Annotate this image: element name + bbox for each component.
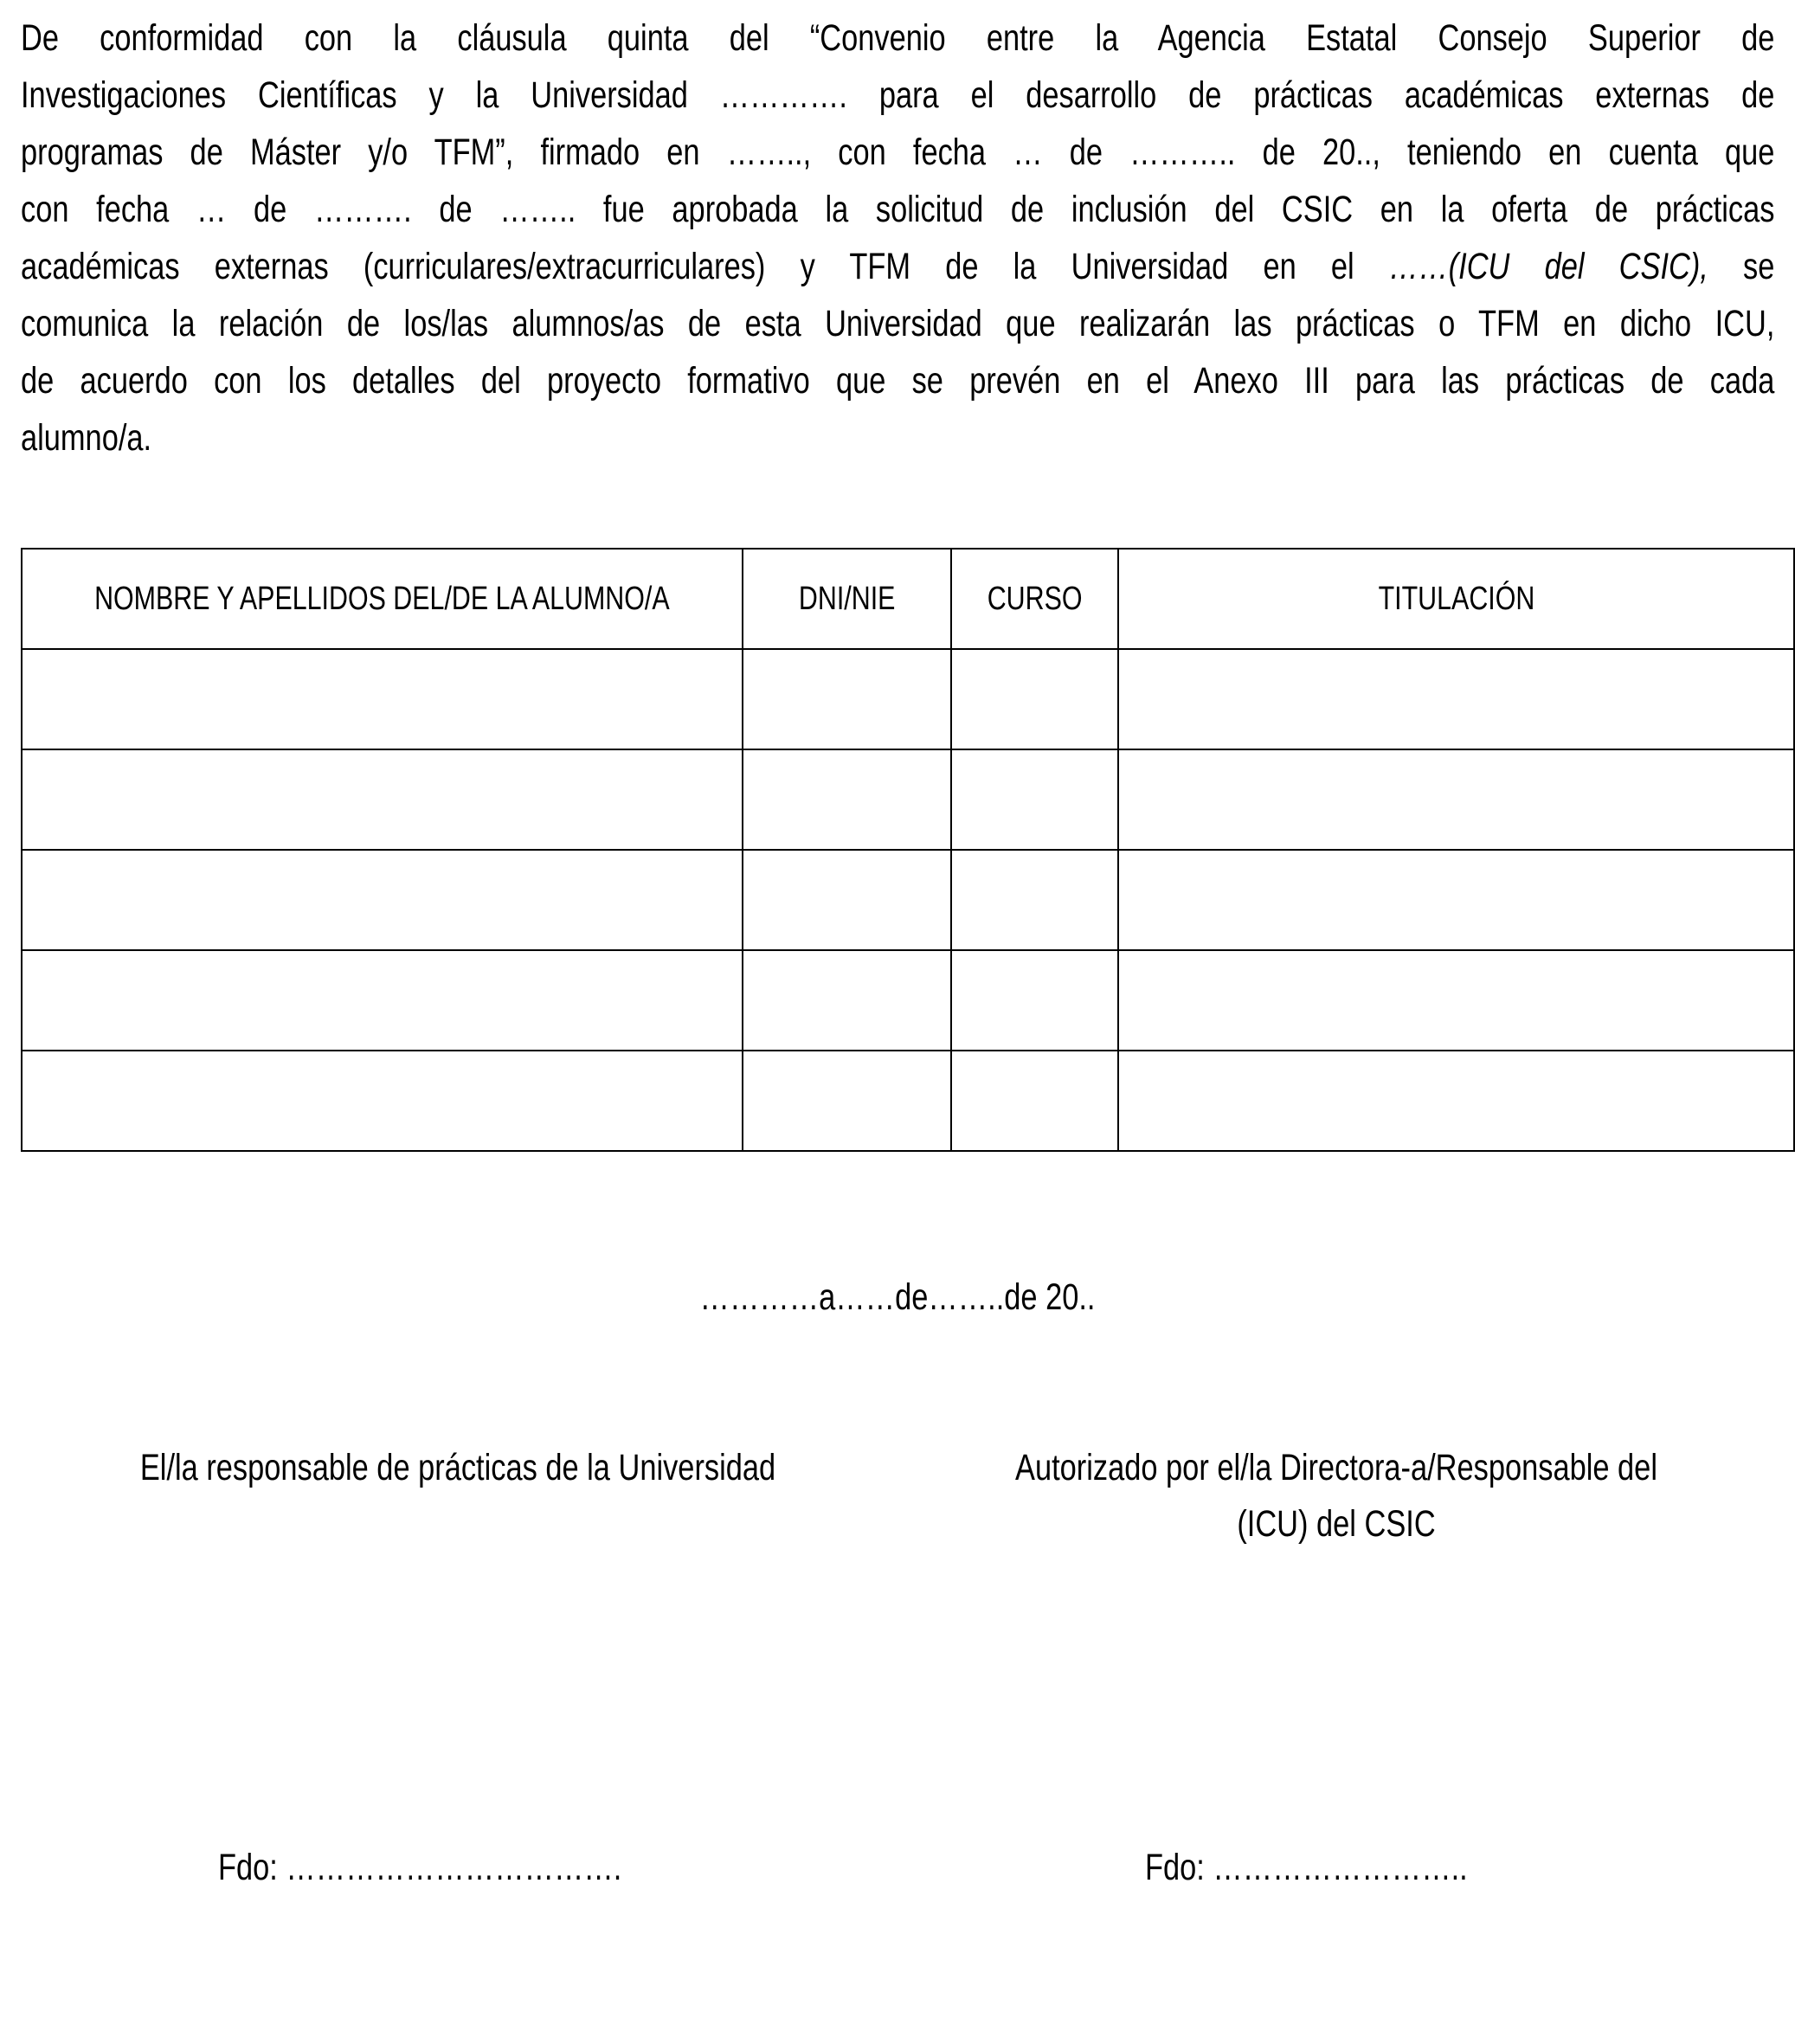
header-curso: CURSO [987, 580, 1083, 617]
table-cell[interactable] [22, 850, 743, 950]
header-dni: DNI/NIE [798, 580, 896, 617]
table-cell[interactable] [1118, 950, 1794, 1051]
table-cell[interactable] [743, 950, 951, 1051]
signature-line-university: Fdo: ……………………………. [218, 1847, 622, 1888]
paragraph-text: académicas externas (curriculares/extracurriculares) y TFM de la Universidad en el [21, 246, 1389, 287]
header-titulacion: TITULACIÓN [1378, 580, 1534, 617]
table-row [22, 649, 1794, 749]
students-table [21, 548, 1795, 1152]
paragraph-line: De conformidad con la cláusula quinta del “Convenio entre la Agencia Estatal Consejo Superior de [21, 17, 1775, 59]
intro-paragraph [21, 10, 1774, 466]
table-row [22, 850, 1794, 950]
paragraph-line: de acuerdo con los detalles del proyecto formativo que se prevén en el Anexo III para las prácticas de cada [21, 360, 1775, 402]
header-cell [1118, 549, 1794, 649]
signature-label-csic-2: (ICU) del CSIC [1237, 1503, 1436, 1545]
table-cell[interactable] [951, 749, 1118, 850]
table-cell[interactable] [951, 649, 1118, 749]
table-cell[interactable] [743, 749, 951, 850]
paragraph-line [21, 238, 1774, 295]
paragraph-line: alumno/a. [21, 417, 152, 459]
table-cell[interactable] [743, 850, 951, 950]
icu-placeholder: ……(ICU del CSIC), [1388, 246, 1708, 287]
table-cell[interactable] [22, 950, 743, 1051]
header-cell [743, 549, 951, 649]
table-cell[interactable] [22, 1051, 743, 1151]
table-row [22, 1051, 1794, 1151]
table-cell[interactable] [1118, 649, 1794, 749]
table-cell[interactable] [22, 749, 743, 850]
table-cell[interactable] [22, 649, 743, 749]
table-cell[interactable] [951, 1051, 1118, 1151]
table-header-row [22, 549, 1794, 649]
paragraph-line: con fecha … de ………. de …….. fue aprobada la solicitud de inclusión del CSIC en la oferta de prácticas [21, 189, 1775, 230]
signature-line-csic: Fdo: …………………….. [1145, 1847, 1468, 1888]
table-cell[interactable] [743, 649, 951, 749]
header-cell [22, 549, 743, 649]
paragraph-line: programas de Máster y/o TFM”, firmado en …….., con fecha … de ……….. de 20.., teniendo en cuenta que [21, 132, 1775, 173]
table-cell[interactable] [1118, 850, 1794, 950]
table-row [22, 749, 1794, 850]
table-cell[interactable] [951, 850, 1118, 950]
table-cell[interactable] [1118, 1051, 1794, 1151]
paragraph-line: Investigaciones Científicas y la Universidad …………. para el desarrollo de prácticas académicas externas de [21, 74, 1775, 116]
paragraph-line: comunica la relación de los/las alumnos/as de esta Universidad que realizarán las prácticas o TFM en dicho ICU, [21, 303, 1775, 344]
header-cell [951, 549, 1118, 649]
table-row [22, 950, 1794, 1051]
paragraph-text: se [1708, 246, 1775, 287]
table-cell[interactable] [743, 1051, 951, 1151]
header-name: NOMBRE Y APELLIDOS DEL/DE LA ALUMNO/A [94, 580, 670, 617]
table-cell[interactable] [951, 950, 1118, 1051]
table-cell[interactable] [1118, 749, 1794, 850]
signature-label-university: El/la responsable de prácticas de la Universidad [139, 1447, 776, 1488]
date-line: …………a……de……..de 20.. [699, 1276, 1096, 1318]
signature-label-csic: Autorizado por el/la Directora-a/Responsable del [1015, 1447, 1657, 1488]
